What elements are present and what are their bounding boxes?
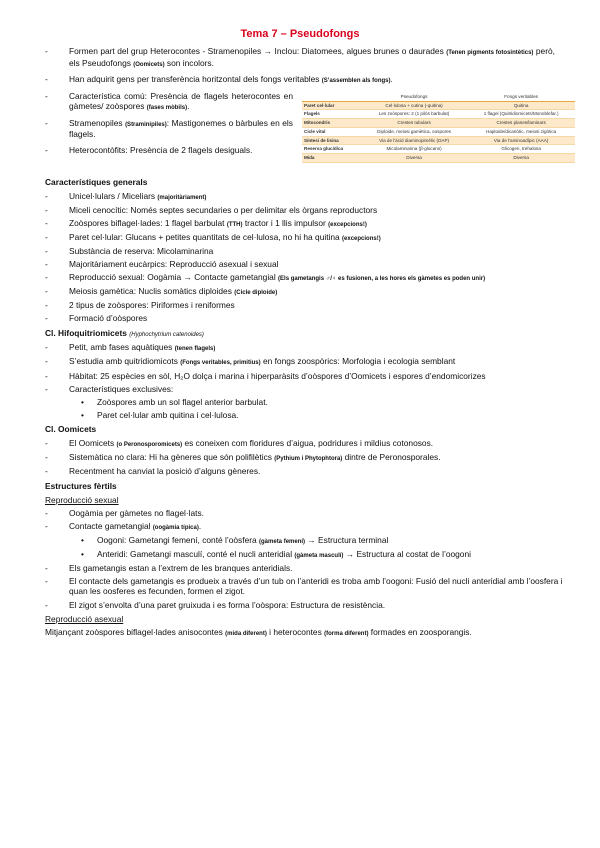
table-row: Reserva glucídica Micolaminarina (β-glucans) Glicogen, trehalosa — [302, 145, 575, 154]
list-item: - Substància de reserva: Micolaminarina — [45, 245, 214, 256]
table-row: Paret cel·lular Cel·lulosa + cutina (-quitina) Quitina — [302, 101, 575, 110]
list-item: - El Oomicets (o Peronosporomicets) es coneixen com floridures d’aigua, podridures i mildius cotonosos. — [45, 437, 434, 448]
intro-item: - Característica comú: Presència de flagels heterocontes en gàmetes/ zoòspores (fases mòbils). — [45, 90, 293, 111]
sub-list-item: • Anteridi: Gametangi masculí, conté el nucli anteridial (gàmeta masculí) → Estructura al costat de l’oogoni — [81, 548, 471, 559]
table-row: Síntesi de lisina Via de l'àcid diaminopimèlic (DAP) Via de l'aminoadípic (AAA) — [302, 136, 575, 145]
intro-item: - Han adquirit gens per transferència horitzontal dels fongs veritables (S’assemblen als fongs). — [45, 74, 393, 84]
list-item: - El contacte dels gametangis es produeix a través d’un tub on l’anteridi es troba amb l’oogoni: Fusió del nucli anteridial amb l’oosfera i quan les oosferes es fecunden, formen el zigot. — [45, 575, 563, 597]
table-header-row: Pseudofongs Fongs veritables — [302, 93, 575, 101]
table-row: Mida Diversa Diversa — [302, 154, 575, 163]
list-item: - Paret cel·lular: Glucans + petites quantitats de cel·lulosa, no hi ha quitina (excepcions!) — [45, 231, 381, 242]
table-row: Flagels Les zoòspores: 2 (1 pilós barbulat) 1 flagel (Quitridiomicets/Monoblefar.) — [302, 110, 575, 119]
list-item: - S’estudia amb quitridiomicots (Fongs veritables, primitius) en fongs zoospòrics: Morfologia i ecologia semblant — [45, 356, 456, 367]
list-item: - Unicel·lulars / Miceliars (majoritàriament) — [45, 190, 207, 201]
intro-item: - Formen part del grup Heterocontes - Stramenopiles → Inclou: Diatomees, algues brunes o daurades (Tenen pigments fotosintètics) però, els Pseudofongs (Oomicets) son incolors. — [45, 46, 555, 68]
main-content — [45, 173, 575, 638]
intro-item: - Heterocontòfits: Presència de 2 flagels desiguals. — [45, 144, 253, 155]
list-item: - Miceli cenocític: Només septes secundaries o per delimitar els òrgans reproductors — [45, 204, 378, 215]
section-heading: Cl. Hifoquitriomicets (Hyphochytrium catenoides) — [45, 327, 204, 338]
list-item: - Característiques exclusives: — [45, 383, 174, 394]
page-title: Tema 7 – Pseudofongs — [240, 28, 360, 40]
sub-list-item: • Oogoni: Gametangi femení, conté l’oòsfera (gàmeta femení) → Estructura terminal — [81, 534, 389, 545]
list-item: - Sistemàtica no clara: Hi ha gèneres que són polifilètics (Pythium i Phytophtora) dintre de Peronosporales. — [45, 451, 441, 462]
subsection-heading: Reproducció sexual — [45, 495, 119, 505]
list-item: - Contacte gametangial (oogàmia típica). — [45, 520, 202, 531]
paragraph: Mitjançant zoòspores biflagel·lades anisocontes (mida diferent) i heterocontes (forma diferent) formades en zoosporangis. — [45, 626, 472, 637]
section-heading: Estructures fèrtils — [45, 480, 117, 491]
section-heading: Cl. Oomicets — [45, 424, 97, 435]
list-item: - Petit, amb fases aquàtiques (tenen flagels) — [45, 342, 216, 353]
sub-list-item: • Paret cel·lular amb quitina i cel·lulosa. — [81, 409, 239, 420]
list-item: - Zoòspores biflagel·lades: 1 flagel barbulat (TTH) tractor i 1 llis impulsor (excepcions!) — [45, 217, 367, 228]
list-item: - El zigot s’envolta d’una paret gruixuda i es forma l’oòspora: Estructura de resistència. — [45, 599, 386, 610]
sub-list-item: • Zoòspores amb un sol flagel anterior barbulat. — [81, 396, 268, 407]
list-item: - Oogàmia per gàmetes no flagel·lats. — [45, 507, 205, 518]
list-item: - Recentment ha canviat la posició d’alguns gèneres. — [45, 466, 261, 476]
intro-item: - Stramenopiles (Straminipiles): Mastigonemes o bàrbules en els flagels. — [45, 117, 293, 139]
list-item: - 2 tipus de zoòspores: Piriformes i reniformes — [45, 300, 235, 311]
comparison-table — [302, 93, 575, 163]
table-row: Mitocondris Crestes tubulars Crestes planes/laminars — [302, 119, 575, 128]
list-item: - Majoritàriament eucàrpics: Reproducció asexual i sexual — [45, 258, 279, 269]
list-item: - Hàbitat: 25 espècies en sòl, H₂O dolça i marina i hiperparàsits d’oòspores d’Oomicets i espores d’endomicorizes — [45, 370, 486, 381]
list-item: - Reproducció sexual: Oogàmia → Contacte gametangial (Els gametangis ♂/♀ es fusionen, a les hores els gàmetes es poden unir) — [45, 272, 486, 283]
list-item: - Els gametangis estan a l’extrem de les branques anteridials. — [45, 562, 293, 573]
subsection-heading: Reproducció asexual — [45, 614, 124, 625]
list-item: - Formació d’oòspores — [45, 313, 148, 324]
list-item: - Meiosis gamètica: Nuclis somàtics diploides (Cicle diploide) — [45, 286, 278, 297]
section-heading: Característiques generals — [45, 177, 148, 187]
table-row: Cicle vital Diploide, meiosi gamètica, oospores Haploide/dicariòtic, meiosi zigòtica — [302, 127, 575, 136]
